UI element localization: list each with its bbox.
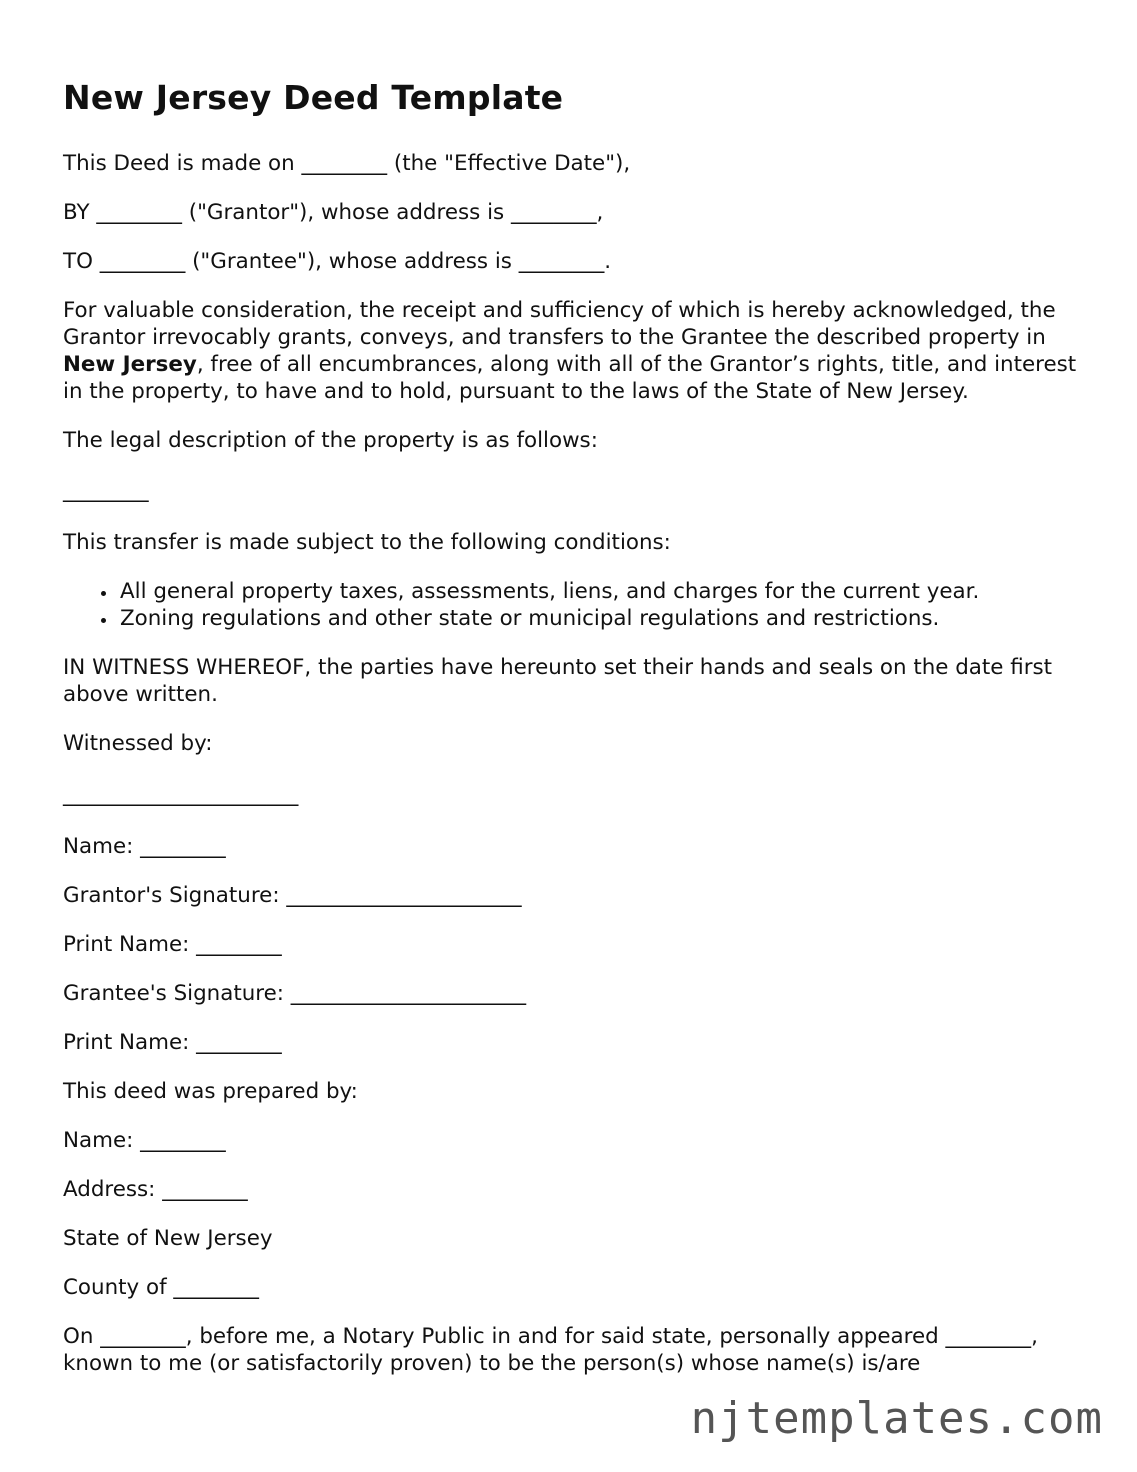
list-item: • Zoning regulations and other state or municipal regulations and restrictions.	[118, 605, 1083, 632]
witness-name-line: Name: ________	[63, 834, 226, 859]
grantor-print-name-line: Print Name: ________	[63, 932, 282, 957]
preparer-address-line: Address: ________	[63, 1177, 248, 1202]
deed-document	[63, 72, 1083, 1399]
document-title: New Jersey Deed Template	[63, 78, 564, 117]
notary-state-line: State of New Jersey	[63, 1226, 273, 1251]
conditions-list	[63, 578, 1083, 632]
notary-county-line: County of ________	[63, 1275, 259, 1300]
grantee-line: TO ________ ("Grantee"), whose address is ________.	[63, 249, 612, 274]
list-item: • All general property taxes, assessments, liens, and charges for the current year.	[118, 578, 1083, 605]
grantee-signature-line: Grantee's Signature: ______________________	[63, 981, 527, 1006]
site-watermark: njtemplates.com	[690, 1393, 1103, 1444]
consideration-text-2: , free of all encumbrances, along with all of the Grantor’s rights, title, and interest in the property, to have and to hold, pursuant to the laws of the State of New Jersey.	[63, 352, 1077, 404]
grantor-line: BY ________ ("Grantor"), whose address is ________,	[63, 200, 604, 225]
grantee-print-name-line: Print Name: ________	[63, 1030, 282, 1055]
consideration-state: New Jersey	[63, 352, 197, 377]
witness-signature-line: ______________________	[63, 782, 299, 807]
grantor-signature-line: Grantor's Signature: ______________________	[63, 883, 522, 908]
consideration-paragraph	[63, 297, 1083, 405]
effective-date-line: This Deed is made on ________ (the "Effective Date"),	[63, 151, 631, 176]
witnessed-by-label: Witnessed by:	[63, 731, 213, 756]
witness-clause: IN WITNESS WHEREOF, the parties have hereunto set their hands and seals on the date first above written.	[63, 655, 1053, 707]
legal-description-blank: ________	[63, 478, 149, 503]
notary-acknowledgment-text: On ________, before me, a Notary Public in and for said state, personally appeared ________, known to me (or satisfactorily proven) to be the person(s) whose name(s) is/are	[63, 1324, 1038, 1376]
conditions-label: This transfer is made subject to the following conditions:	[63, 530, 671, 555]
preparer-name-line: Name: ________	[63, 1128, 226, 1153]
prepared-by-label: This deed was prepared by:	[63, 1079, 358, 1104]
consideration-text-1: For valuable consideration, the receipt and sufficiency of which is hereby acknowledged, the Grantor irrevocably grants, conveys, and transfers to the Grantee the described property in	[63, 298, 1056, 350]
legal-description-label: The legal description of the property is as follows:	[63, 428, 598, 453]
